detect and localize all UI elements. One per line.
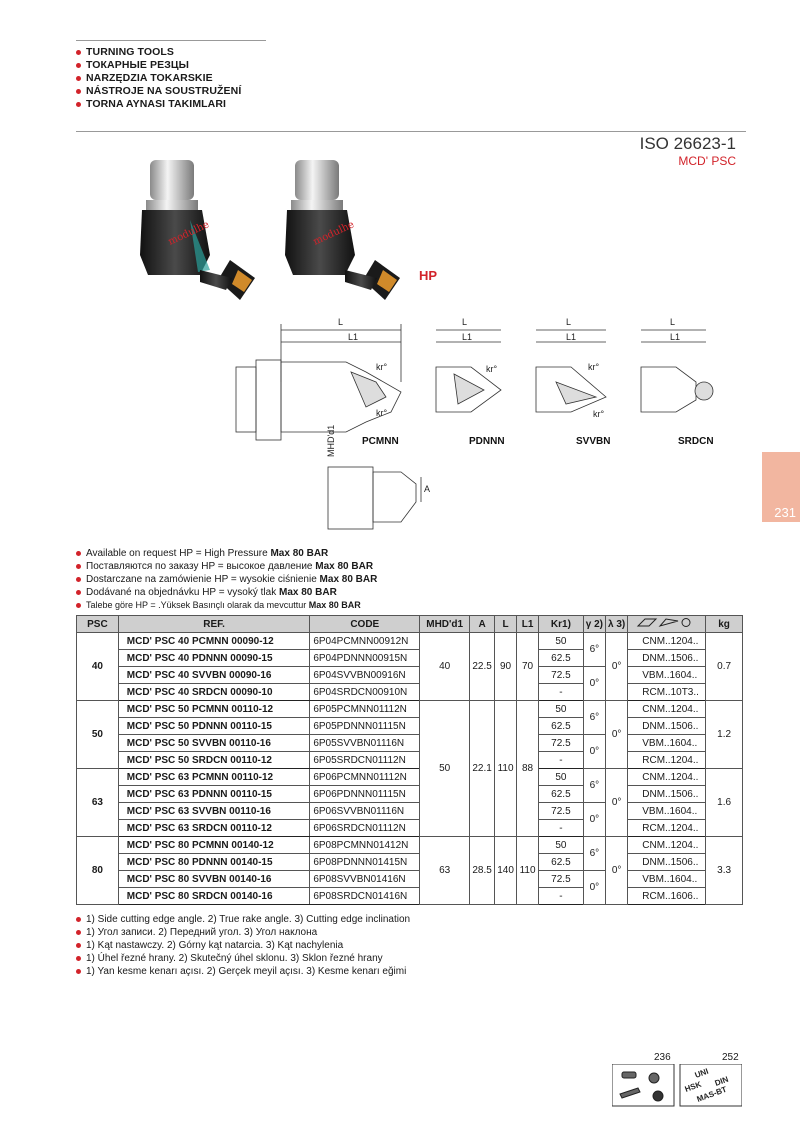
- cell-insert: VBM..1604..: [628, 667, 706, 684]
- cell-ref: MCD' PSC 63 SRDCN 00110-12: [118, 820, 310, 837]
- table-row: [77, 650, 743, 667]
- cell-l1: 70: [517, 633, 539, 701]
- hp-note: Talebe göre HP = .Yüksek Basınçlı olarak da mevcuttur Max 80 BAR: [76, 599, 377, 612]
- table-row: [77, 667, 743, 684]
- cell-ref: MCD' PSC 50 PDNNN 00110-15: [118, 718, 310, 735]
- cell-psc: 40: [77, 633, 119, 701]
- cell-d1: 63: [420, 837, 470, 905]
- cell-l: 110: [495, 701, 517, 837]
- hp-notes: [76, 547, 377, 612]
- table-row: [77, 803, 743, 820]
- cell-ref: MCD' PSC 80 PCMNN 00140-12: [118, 837, 310, 854]
- stamp-mas-bt: MAS-BT: [695, 1084, 728, 1104]
- cell-insert: RCM..10T3..: [628, 684, 706, 701]
- dim-label-L1: L1: [462, 332, 473, 342]
- cell-kr: 50: [539, 769, 584, 786]
- table-row: [77, 752, 743, 769]
- col-code: CODE: [310, 616, 420, 633]
- cell-kg: 1.2: [706, 701, 743, 769]
- cell-insert: CNM..1204..: [628, 769, 706, 786]
- cell-insert: DNM..1506..: [628, 718, 706, 735]
- cell-kr: 62.5: [539, 786, 584, 803]
- cell-code: 6P08SRDCN01416N: [310, 888, 420, 905]
- col-d1: MHD'd1: [420, 616, 470, 633]
- cell-l1: 88: [517, 701, 539, 837]
- cell-insert: VBM..1604..: [628, 871, 706, 888]
- cell-psc: 63: [77, 769, 119, 837]
- hp-note: Available on request HP = High Pressure Max 80 BAR: [76, 547, 377, 560]
- table-row: [77, 701, 743, 718]
- cell-insert: DNM..1506..: [628, 650, 706, 667]
- table-row: [77, 718, 743, 735]
- cell-kr: 50: [539, 633, 584, 650]
- cell-l1: 110: [517, 837, 539, 905]
- cell-kr: 72.5: [539, 667, 584, 684]
- cell-ref: MCD' PSC 40 SRDCN 00090-10: [118, 684, 310, 701]
- cell-gamma: 0°: [583, 871, 605, 905]
- footnote: 1) Yan kesme kenarı açısı. 2) Gerçek meyil açısı. 3) Kesme kenarı eğimi: [76, 965, 410, 978]
- footnote: 1) Side cutting edge angle. 2) True rake angle. 3) Cutting edge inclination: [76, 913, 410, 926]
- footnotes: [76, 913, 410, 978]
- cell-d1: 50: [420, 701, 470, 837]
- category-item: NARZĘDZIA TOKARSKIE: [76, 72, 241, 85]
- angle-label: kr°: [486, 364, 498, 374]
- cell-ref: MCD' PSC 80 SVVBN 00140-16: [118, 871, 310, 888]
- cell-ref: MCD' PSC 63 PCMNN 00110-12: [118, 769, 310, 786]
- cell-psc: 50: [77, 701, 119, 769]
- table-row: [77, 633, 743, 650]
- cell-a: 22.1: [470, 701, 495, 837]
- product-photo: [140, 160, 420, 310]
- cell-code: 6P04PDNNN00915N: [310, 650, 420, 667]
- cell-ref: MCD' PSC 50 SRDCN 00110-12: [118, 752, 310, 769]
- col-lambda: λ 3): [606, 616, 628, 633]
- profile-label-srdcn: SRDCN: [678, 436, 714, 447]
- cell-insert: RCM..1204..: [628, 752, 706, 769]
- cell-kr: -: [539, 752, 584, 769]
- profile-label-pdnnn: PDNNN: [469, 436, 505, 447]
- col-a: A: [470, 616, 495, 633]
- cell-code: 6P05SVVBN01116N: [310, 735, 420, 752]
- cell-gamma: 0°: [583, 667, 605, 701]
- stamp-hsk: HSK: [683, 1079, 703, 1094]
- cell-code: 6P06SVVBN01116N: [310, 803, 420, 820]
- cell-kr: 50: [539, 701, 584, 718]
- cell-lambda: 0°: [606, 837, 628, 905]
- cell-insert: DNM..1506..: [628, 854, 706, 871]
- cell-insert: CNM..1204..: [628, 701, 706, 718]
- cell-kr: 50: [539, 837, 584, 854]
- cell-ref: MCD' PSC 40 SVVBN 00090-16: [118, 667, 310, 684]
- series-subtitle: MCD' PSC: [678, 154, 736, 168]
- cell-insert: VBM..1604..: [628, 735, 706, 752]
- footnote: 1) Угол записи. 2) Передний угол. 3) Угол наклона: [76, 926, 410, 939]
- col-ref: REF.: [118, 616, 310, 633]
- cell-ref: MCD' PSC 40 PDNNN 00090-15: [118, 650, 310, 667]
- cell-code: 6P05SRDCN01112N: [310, 752, 420, 769]
- section-rule: [76, 131, 746, 132]
- brand-logo: modulhe: [311, 219, 357, 248]
- page-tab: [762, 452, 800, 522]
- cell-ref: MCD' PSC 80 SRDCN 00140-16: [118, 888, 310, 905]
- cell-kr: 62.5: [539, 718, 584, 735]
- dim-label-L: L: [338, 317, 344, 327]
- cell-gamma: 0°: [583, 803, 605, 837]
- cell-code: 6P06PDNNN01115N: [310, 786, 420, 803]
- cell-insert: DNM..1506..: [628, 786, 706, 803]
- cell-psc: 80: [77, 837, 119, 905]
- category-item: NÁSTROJE NA SOUSTRUŽENÍ: [76, 85, 241, 98]
- page-ref-shanks: 252: [722, 1052, 739, 1063]
- footnote: 1) Kąt nastawczy. 2) Górny kąt natarcia. 3) Kąt nachylenia: [76, 939, 410, 952]
- page-ref-tools: 236: [654, 1052, 671, 1063]
- footnote: 1) Úhel řezné hrany. 2) Skutečný úhel sklonu. 3) Sklon řezné hrany: [76, 952, 410, 965]
- table-row: [77, 820, 743, 837]
- category-item: ТОКАРНЫЕ РЕЗЦЫ: [76, 59, 241, 72]
- cell-lambda: 0°: [606, 633, 628, 701]
- dim-label-d1: MHD'd1: [326, 424, 336, 457]
- cell-code: 6P08PCMNN01412N: [310, 837, 420, 854]
- table-row: [77, 769, 743, 786]
- cell-insert: RCM..1204..: [628, 820, 706, 837]
- cell-code: 6P08PDNNN01415N: [310, 854, 420, 871]
- profile-label-pcmnn: PCMNN: [362, 436, 399, 447]
- cell-gamma: 6°: [583, 837, 605, 871]
- stamp-din: DIN: [713, 1074, 730, 1088]
- cell-a: 22.5: [470, 633, 495, 701]
- cell-ref: MCD' PSC 63 PDNNN 00110-15: [118, 786, 310, 803]
- cell-d1: 40: [420, 633, 470, 701]
- tool-icons-box: [612, 1064, 674, 1106]
- category-item: TORNA AYNASI TAKIMLARI: [76, 98, 241, 111]
- col-l1: L1: [517, 616, 539, 633]
- stamp-uni: UNI: [693, 1066, 710, 1080]
- cell-ref: MCD' PSC 50 PCMNN 00110-12: [118, 701, 310, 718]
- technical-drawing: [226, 312, 746, 542]
- dim-label-A: A: [424, 484, 431, 494]
- col-gamma: γ 2): [583, 616, 605, 633]
- cell-kr: -: [539, 820, 584, 837]
- col-l: L: [495, 616, 517, 633]
- dim-label-L1: L1: [566, 332, 577, 342]
- cell-code: 6P06SRDCN01112N: [310, 820, 420, 837]
- hp-note: Dodávané na objednávku HP = vysoký tlak Max 80 BAR: [76, 586, 377, 599]
- col-kg: kg: [706, 616, 743, 633]
- cell-insert: RCM..1606..: [628, 888, 706, 905]
- cell-kg: 0.7: [706, 633, 743, 701]
- hp-label: HP: [419, 268, 438, 283]
- angle-label: kr°: [588, 362, 600, 372]
- footer-icons: [612, 1064, 742, 1108]
- hp-note: Поставляются по заказу HP = высокое давление Max 80 BAR: [76, 560, 377, 573]
- category-list: [76, 46, 241, 111]
- cell-l: 90: [495, 633, 517, 701]
- dim-label-L: L: [462, 317, 468, 327]
- table-row: [77, 854, 743, 871]
- standard-title: ISO 26623-1: [639, 134, 736, 153]
- cell-ref: MCD' PSC 50 SVVBN 00110-16: [118, 735, 310, 752]
- cell-ref: MCD' PSC 63 SVVBN 00110-16: [118, 803, 310, 820]
- toolholder-left: [140, 160, 255, 300]
- dim-label-L: L: [670, 317, 676, 327]
- brand-logo: modulhe: [166, 219, 212, 248]
- cell-kr: 72.5: [539, 871, 584, 888]
- table-row: [77, 786, 743, 803]
- spec-table: [76, 615, 743, 905]
- insert-shapes-icon: [636, 617, 698, 628]
- hp-note: Dostarczane na zamówienie HP = wysokie ciśnienie Max 80 BAR: [76, 573, 377, 586]
- cell-l: 140: [495, 837, 517, 905]
- cell-gamma: 6°: [583, 633, 605, 667]
- dim-label-L1: L1: [670, 332, 681, 342]
- cell-kr: 72.5: [539, 803, 584, 820]
- cell-kr: 62.5: [539, 650, 584, 667]
- cell-kg: 3.3: [706, 837, 743, 905]
- header-rule: [76, 40, 266, 41]
- cell-kg: 1.6: [706, 769, 743, 837]
- cell-code: 6P04SVVBN00916N: [310, 667, 420, 684]
- cell-code: 6P05PCMNN01112N: [310, 701, 420, 718]
- cell-kr: 62.5: [539, 854, 584, 871]
- angle-label: kr°: [376, 408, 388, 418]
- cell-gamma: 6°: [583, 701, 605, 735]
- cell-insert: VBM..1604..: [628, 803, 706, 820]
- cell-ref: MCD' PSC 40 PCMNN 00090-12: [118, 633, 310, 650]
- cell-lambda: 0°: [606, 769, 628, 837]
- table-row: [77, 684, 743, 701]
- cell-ref: MCD' PSC 80 PDNNN 00140-15: [118, 854, 310, 871]
- angle-label: kr°: [376, 362, 388, 372]
- cell-code: 6P05PDNNN01115N: [310, 718, 420, 735]
- col-psc: PSC: [77, 616, 119, 633]
- spec-table-body: [77, 633, 743, 905]
- table-header-row: [77, 616, 743, 633]
- cell-a: 28.5: [470, 837, 495, 905]
- dim-label-L: L: [566, 317, 572, 327]
- table-row: [77, 871, 743, 888]
- toolholder-right: [285, 160, 400, 300]
- cell-kr: -: [539, 684, 584, 701]
- profile-label-svvbn: SVVBN: [576, 436, 611, 447]
- cell-insert: CNM..1204..: [628, 837, 706, 854]
- col-kr: Kr1): [539, 616, 584, 633]
- table-row: [77, 888, 743, 905]
- cell-gamma: 0°: [583, 735, 605, 769]
- cell-code: 6P06PCMNN01112N: [310, 769, 420, 786]
- cell-insert: CNM..1204..: [628, 633, 706, 650]
- cell-code: 6P08SVVBN01416N: [310, 871, 420, 888]
- cell-gamma: 6°: [583, 769, 605, 803]
- cell-code: 6P04PCMNN00912N: [310, 633, 420, 650]
- page-tab-number: 231: [774, 505, 796, 520]
- cell-code: 6P04SRDCN00910N: [310, 684, 420, 701]
- col-insert: [628, 616, 706, 633]
- table-row: [77, 837, 743, 854]
- dim-label-L1: L1: [348, 332, 359, 342]
- table-row: [77, 735, 743, 752]
- cell-kr: -: [539, 888, 584, 905]
- cell-lambda: 0°: [606, 701, 628, 769]
- angle-label: kr°: [593, 409, 605, 419]
- cell-kr: 72.5: [539, 735, 584, 752]
- category-item: TURNING TOOLS: [76, 46, 241, 59]
